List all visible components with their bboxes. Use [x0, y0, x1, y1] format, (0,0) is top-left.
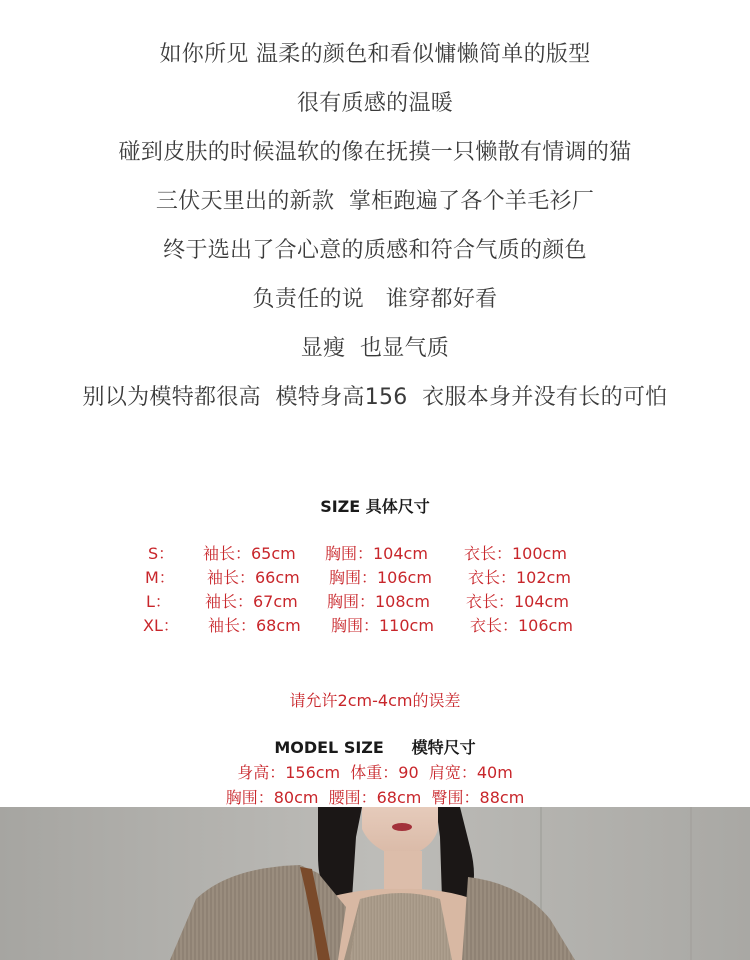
intro-line: 显瘦 也显气质	[300, 336, 450, 361]
intro-line: 三伏天里出的新款 掌柜跑遍了各个羊毛衫厂	[155, 189, 595, 214]
intro-line: 很有质感的温暖	[296, 91, 454, 116]
size-label: M：	[145, 568, 175, 587]
model-measurements-1: 身高：156cm 体重：90 肩宽：40m	[237, 763, 513, 782]
size-label: L：	[146, 592, 171, 611]
model-measurements-2: 胸围：80cm 腰围：68cm 臀围：88cm	[225, 788, 525, 807]
intro-line: 负责任的说 谁穿都好看	[252, 287, 498, 312]
size-chart	[0, 542, 750, 638]
chest-measure: 胸围：104cm	[325, 544, 428, 563]
chest-measure: 胸围：108cm	[327, 592, 430, 611]
sleeve-length: 袖长：65cm	[203, 544, 296, 563]
garment-length: 衣长：106cm	[470, 616, 573, 635]
garment-length: 衣长：102cm	[468, 568, 571, 587]
model-photo-illustration	[0, 807, 750, 960]
sleeve-length: 袖长：66cm	[207, 568, 300, 587]
size-label: S：	[148, 544, 175, 563]
tolerance-note: 请允许2cm-4cm的误差	[289, 691, 461, 710]
chest-measure: 胸围：106cm	[329, 568, 432, 587]
size-section-title: SIZE 具体尺寸	[320, 497, 430, 516]
intro-copy	[0, 30, 750, 422]
intro-line: 别以为模特都很高 模特身高156 衣服本身并没有长的可怕	[82, 385, 668, 410]
size-row-xl	[0, 614, 750, 638]
sleeve-length: 袖长：67cm	[205, 592, 298, 611]
model-section-title: MODEL SIZE 模特尺寸	[274, 738, 476, 757]
size-label: XL：	[143, 616, 179, 635]
size-row-s	[0, 542, 750, 566]
size-row-m	[0, 566, 750, 590]
size-row-l	[0, 590, 750, 614]
intro-line: 终于选出了合心意的质感和符合气质的颜色	[163, 238, 587, 263]
intro-line: 如你所见 温柔的颜色和看似慵懒简单的版型	[159, 42, 591, 67]
intro-line: 碰到皮肤的时候温软的像在抚摸一只懒散有情调的猫	[118, 140, 632, 165]
garment-length: 衣长：104cm	[466, 592, 569, 611]
chest-measure: 胸围：110cm	[331, 616, 434, 635]
model-photo	[0, 807, 750, 960]
sleeve-length: 袖长：68cm	[208, 616, 301, 635]
garment-length: 衣长：100cm	[464, 544, 567, 563]
